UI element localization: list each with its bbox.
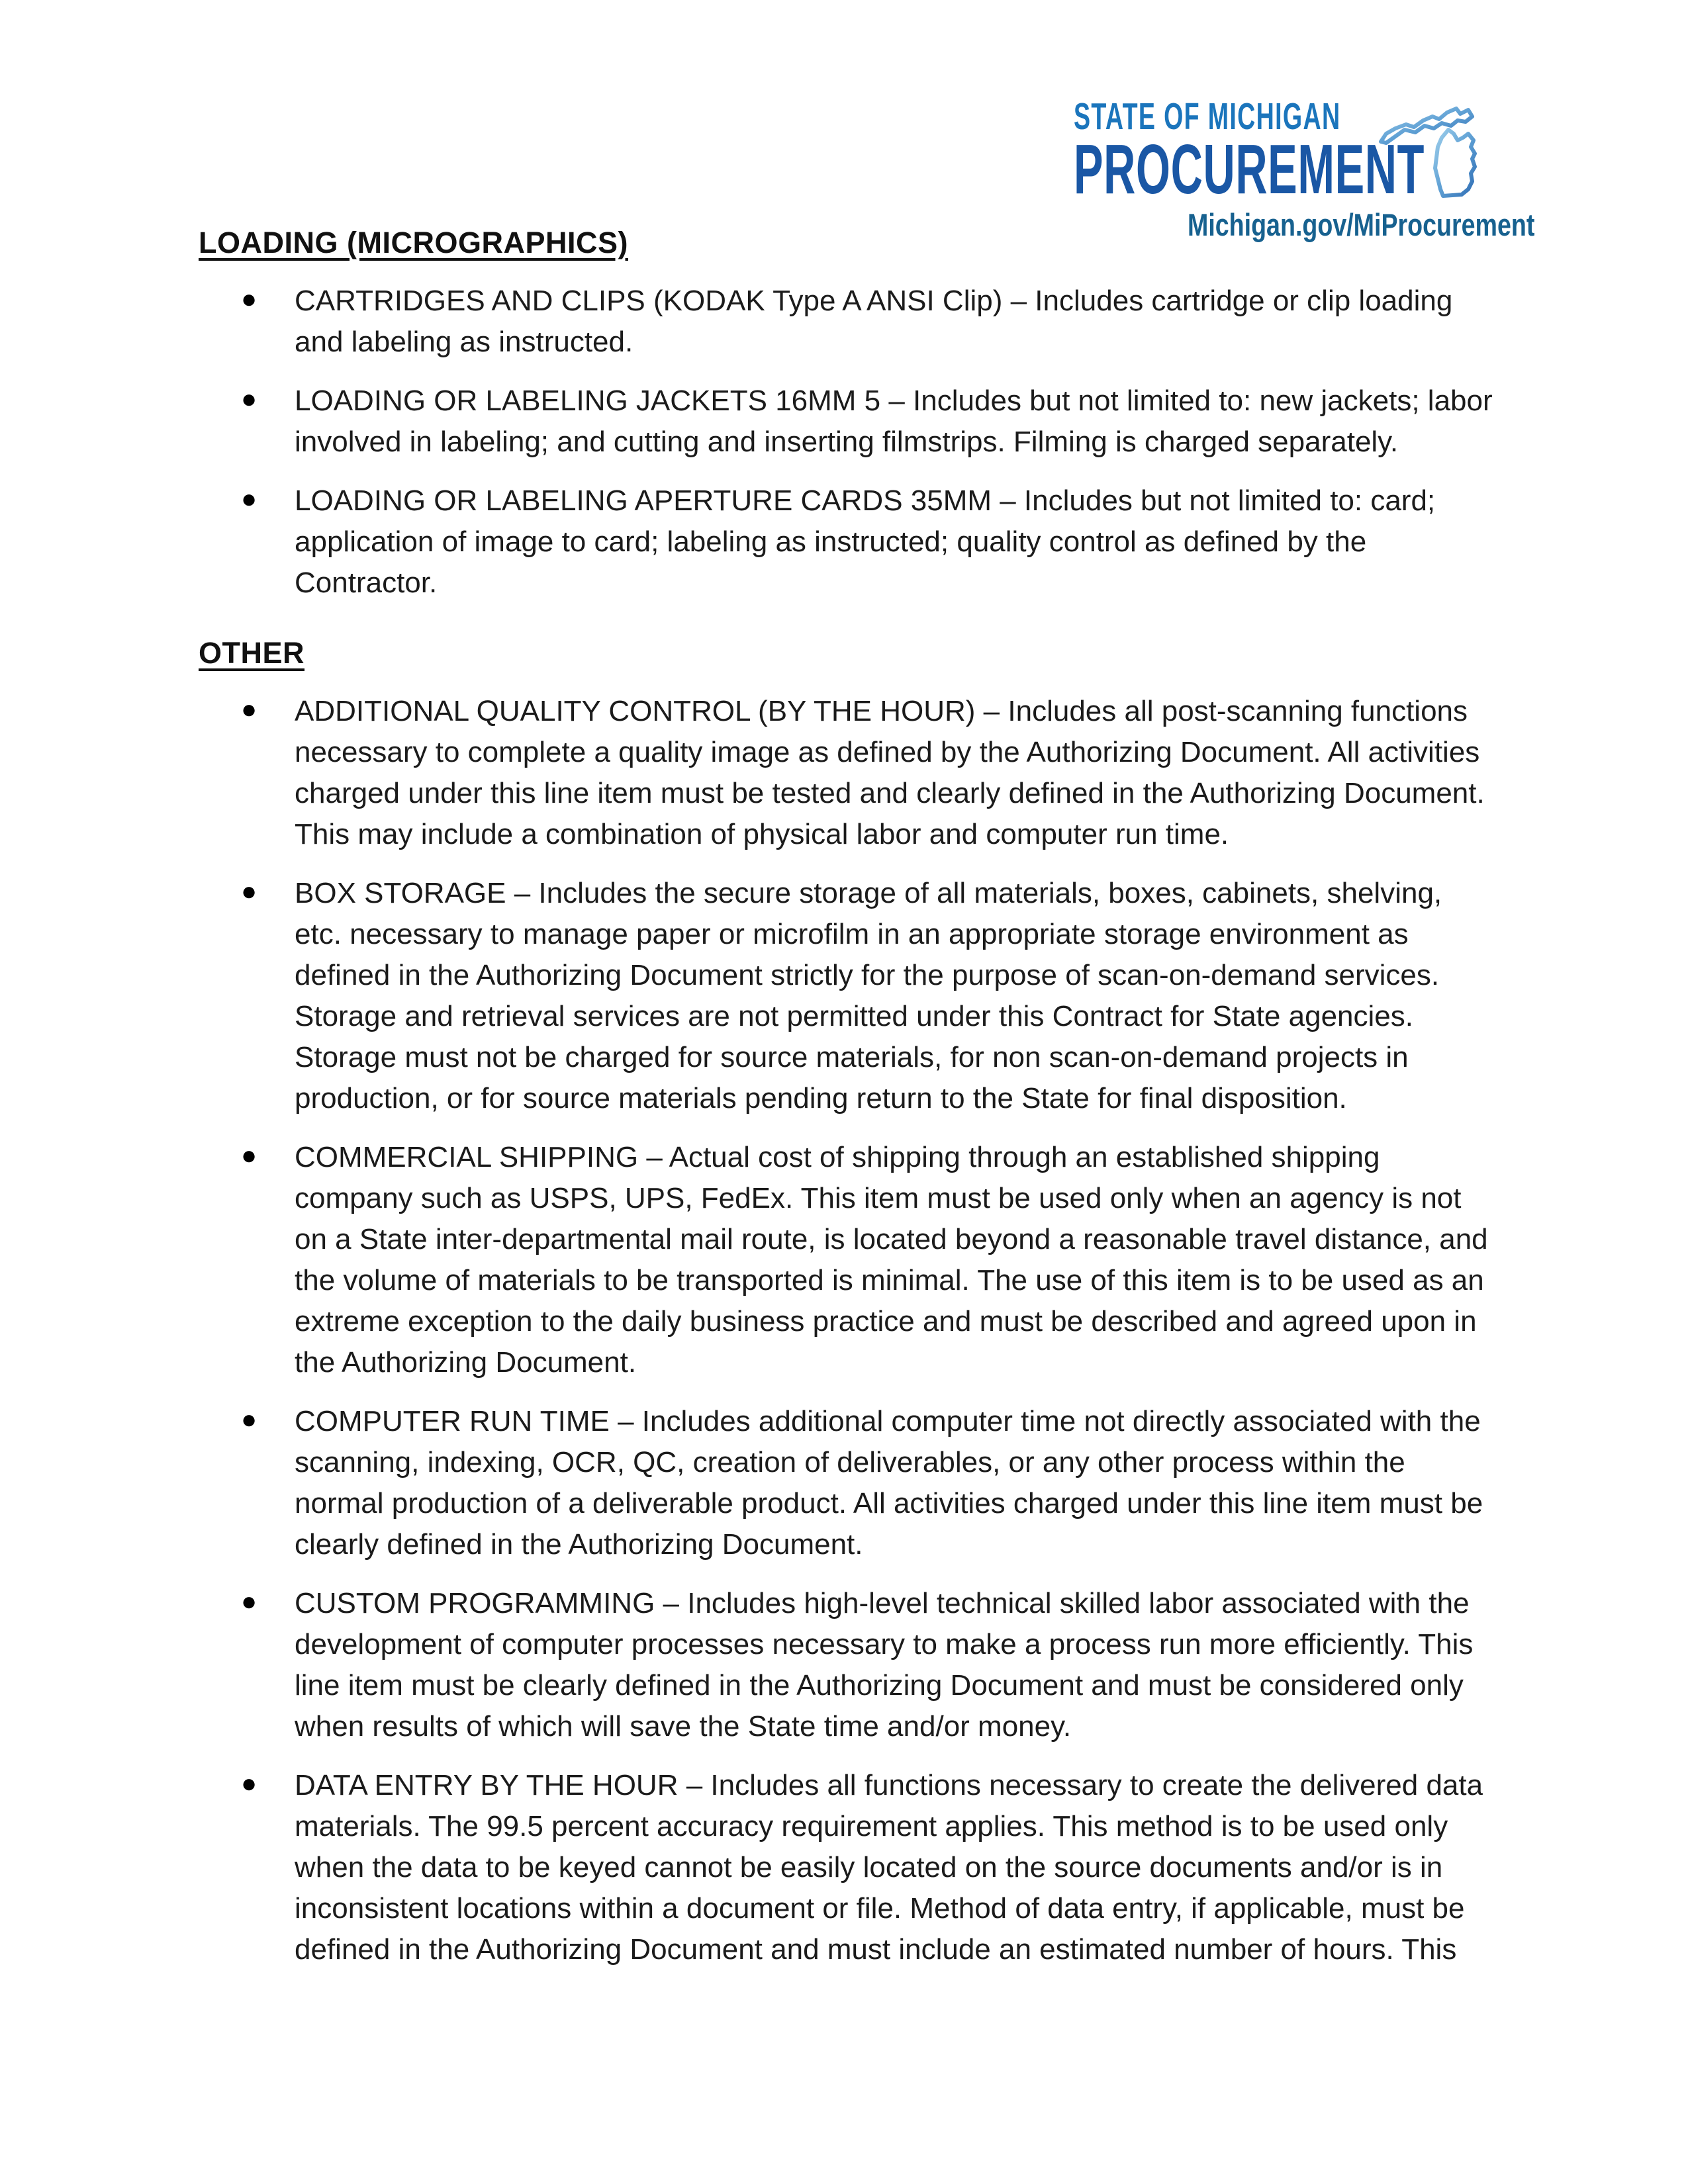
- logo: [1074, 95, 1535, 242]
- list-item: [199, 480, 1506, 604]
- section-heading: [199, 633, 1506, 674]
- bullet-list: [199, 281, 1506, 604]
- bullet-text: LOADING OR LABELING APERTURE CARDS 35MM – Includes but not limited to: card; application of image to card; labeling as instructed; quality control as defined by the Contractor.: [295, 484, 1436, 599]
- bullet-icon: ●: [241, 1769, 258, 1798]
- bullet-list: [199, 691, 1506, 1970]
- bullet-icon: ●: [241, 1587, 258, 1616]
- list-item: [199, 381, 1506, 463]
- section-other: [199, 633, 1506, 1970]
- section-heading-text: OTHER: [199, 636, 305, 670]
- section-heading: [199, 222, 1506, 263]
- bullet-text: BOX STORAGE – Includes the secure storage of all materials, boxes, cabinets, shelving, etc. necessary to manage paper or microfilm in an appropriate storage environment as defined in the Authorizing Document strictly for the purpose of scan-on-demand services. Storage and retrieval services are not permitted under this Contract for State agencies. Storage must not be charged for source materials, for non scan-on-demand projects in production, or for source materials pending return to the State for final disposition.: [295, 877, 1442, 1115]
- bullet-text: ADDITIONAL QUALITY CONTROL (BY THE HOUR) – Includes all post-scanning functions necessary to complete a quality image as defined by the Authorizing Document. All activities charged under this line item must be tested and clearly defined in the Authorizing Document. This may include a combination of physical labor and computer run time.: [295, 695, 1485, 850]
- section-heading-text: LOADING (MICROGRAPHICS): [199, 226, 628, 259]
- list-item: [199, 1401, 1506, 1565]
- list-item: [199, 1765, 1506, 1970]
- bullet-icon: ●: [241, 385, 258, 414]
- bullet-text: CARTRIDGES AND CLIPS (KODAK Type A ANSI Clip) – Includes cartridge or clip loading and labeling as instructed.: [295, 285, 1453, 358]
- list-item: [199, 281, 1506, 363]
- bullet-text: DATA ENTRY BY THE HOUR – Includes all functions necessary to create the delivered data materials. The 99.5 percent accuracy requirement applies. This method is to be used only when the data to be keyed cannot be easily located on the source documents and/or is in inconsistent locations within a document or file. Method of data entry, if applicable, must be defined in the Authorizing Document and must include an estimated number of hours. This: [295, 1769, 1483, 1966]
- logo-state-of-michigan-text: STATE OF MICHIGAN: [1074, 95, 1341, 138]
- section-loading-micrographics: [199, 222, 1506, 604]
- bullet-icon: ●: [241, 285, 258, 314]
- list-item: [199, 1583, 1506, 1747]
- bullet-text: COMMERCIAL SHIPPING – Actual cost of shipping through an established shipping company such as USPS, UPS, FedEx. This item must be used only when an agency is not on a State inter-departmental mail route, is located beyond a reasonable travel distance, and the volume of materials to be transported is minimal. The use of this item is to be used as an extreme exception to the daily business practice and must be described and agreed upon in the Authorizing Document.: [295, 1141, 1488, 1379]
- bullet-icon: ●: [241, 877, 258, 906]
- bullet-text: CUSTOM PROGRAMMING – Includes high-level technical skilled labor associated with the development of computer processes necessary to make a process run more efficiently. This line item must be clearly defined in the Authorizing Document and must be considered only when results of which will save the State time and/or money.: [295, 1587, 1474, 1743]
- michigan-state-outline-icon: [1373, 90, 1517, 201]
- list-item: [199, 873, 1506, 1119]
- bullet-icon: ●: [241, 484, 258, 514]
- logo-url-link[interactable]: Michigan.gov/MiProcurement: [1188, 207, 1535, 242]
- list-item: [199, 691, 1506, 855]
- bullet-text: COMPUTER RUN TIME – Includes additional computer time not directly associated with the scanning, indexing, OCR, QC, creation of deliverables, or any other process within the normal production of a deliverable product. All activities charged under this line item must be clearly defined in the Authorizing Document.: [295, 1405, 1483, 1561]
- document-content: [199, 222, 1506, 1988]
- bullet-icon: ●: [241, 1141, 258, 1170]
- bullet-icon: ●: [241, 1405, 258, 1434]
- list-item: [199, 1137, 1506, 1383]
- bullet-icon: ●: [241, 695, 258, 724]
- logo-procurement-text: PROCUREMENT: [1074, 130, 1425, 208]
- bullet-text: LOADING OR LABELING JACKETS 16MM 5 – Includes but not limited to: new jackets; labor involved in labeling; and cutting and inserting filmstrips. Filming is charged separately.: [295, 385, 1493, 458]
